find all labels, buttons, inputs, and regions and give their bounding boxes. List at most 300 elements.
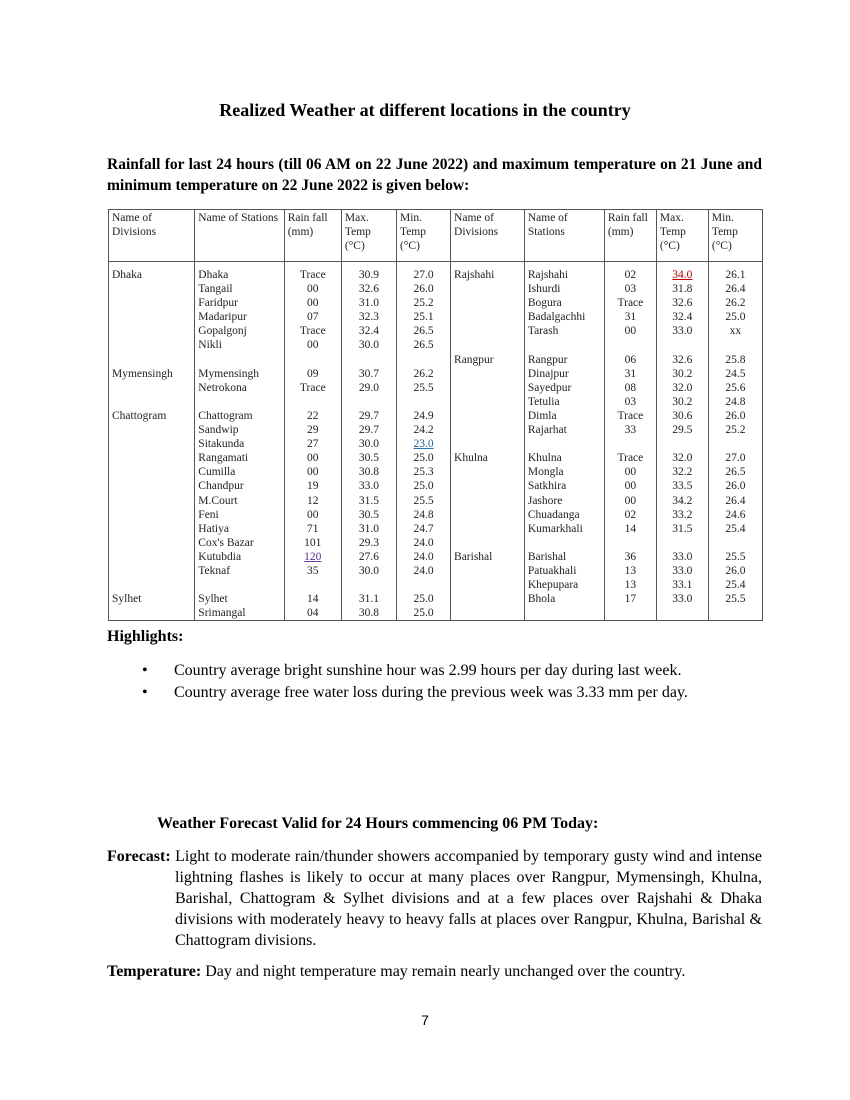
table-row <box>109 338 763 352</box>
table-cell <box>451 479 525 493</box>
table-cell: 33.0 <box>656 550 708 564</box>
table-cell <box>109 564 195 578</box>
table-cell <box>451 367 525 381</box>
highlight-item: • Country average bright sunshine hour was 2.99 hours per day during last week. <box>140 660 780 682</box>
table-cell: 25.3 <box>396 465 450 479</box>
table-cell: 29.0 <box>341 381 396 395</box>
table-cell <box>284 578 341 592</box>
table-cell: Rangpur <box>451 353 525 367</box>
table-row <box>109 451 763 465</box>
table-cell: 30.6 <box>656 409 708 423</box>
table-cell: 33.5 <box>656 479 708 493</box>
table-cell: Mongla <box>524 465 604 479</box>
table-cell: 25.5 <box>708 592 762 606</box>
table-cell: Badalgachhi <box>524 310 604 324</box>
table-cell: 34.0 <box>656 268 708 282</box>
table-row <box>109 409 763 423</box>
table-row <box>109 592 763 606</box>
table-cell: Tarash <box>524 324 604 338</box>
table-cell <box>451 282 525 296</box>
table-cell: 24.0 <box>396 550 450 564</box>
table-cell <box>604 338 656 352</box>
table-cell <box>451 494 525 508</box>
table-cell <box>451 536 525 550</box>
table-cell: 23.0 <box>396 437 450 451</box>
forecast-label: Forecast: <box>107 848 171 865</box>
table-cell: 24.9 <box>396 409 450 423</box>
table-cell <box>451 578 525 592</box>
table-cell: 02 <box>604 508 656 522</box>
table-cell: 26.5 <box>708 465 762 479</box>
table-row <box>109 522 763 536</box>
table-cell: Sandwip <box>195 423 284 437</box>
table-cell: 14 <box>604 522 656 536</box>
table-cell: Dhaka <box>195 268 284 282</box>
table-cell: 30.0 <box>341 338 396 352</box>
header-cell: Name of Divisions <box>451 210 525 262</box>
table-cell <box>708 536 762 550</box>
table-cell: Chattogram <box>195 409 284 423</box>
table-cell: Dimla <box>524 409 604 423</box>
table-cell: 30.0 <box>341 564 396 578</box>
table-cell <box>396 353 450 367</box>
table-cell: 25.0 <box>396 606 450 621</box>
table-cell: 13 <box>604 578 656 592</box>
table-cell: Feni <box>195 508 284 522</box>
table-cell: 24.7 <box>396 522 450 536</box>
table-cell: Rajshahi <box>451 268 525 282</box>
table-cell: 12 <box>284 494 341 508</box>
table-row <box>109 465 763 479</box>
table-cell: Khepupara <box>524 578 604 592</box>
table-cell <box>341 395 396 409</box>
table-cell <box>109 437 195 451</box>
table-cell: 26.4 <box>708 494 762 508</box>
table-cell <box>341 578 396 592</box>
table-cell: 31 <box>604 310 656 324</box>
table-cell: 30.0 <box>341 437 396 451</box>
table-cell <box>451 324 525 338</box>
table-row <box>109 606 763 621</box>
table-cell <box>109 606 195 621</box>
table-cell: 32.0 <box>656 451 708 465</box>
table-cell: Sylhet <box>109 592 195 606</box>
table-cell <box>604 536 656 550</box>
table-cell: 25.5 <box>396 381 450 395</box>
table-cell <box>604 606 656 621</box>
table-cell: Khulna <box>451 451 525 465</box>
table-row <box>109 536 763 550</box>
table-cell: 13 <box>604 564 656 578</box>
header-cell: Name of Divisions <box>109 210 195 262</box>
table-cell: Satkhira <box>524 479 604 493</box>
table-cell: 00 <box>284 296 341 310</box>
table-cell: 24.8 <box>708 395 762 409</box>
table-cell <box>396 578 450 592</box>
table-cell: Rangamati <box>195 451 284 465</box>
table-cell: 31.8 <box>656 282 708 296</box>
highlights-list <box>140 660 780 704</box>
table-cell <box>109 423 195 437</box>
table-cell <box>195 578 284 592</box>
page-title: Realized Weather at different locations in the country <box>219 100 631 120</box>
table-cell: 31.0 <box>341 296 396 310</box>
table-cell <box>109 338 195 352</box>
table-cell <box>109 479 195 493</box>
header-cell: Rain fall (mm) <box>284 210 341 262</box>
table-cell: Chuadanga <box>524 508 604 522</box>
table-row <box>109 395 763 409</box>
table-cell: Trace <box>604 409 656 423</box>
table-cell: Barishal <box>524 550 604 564</box>
table-cell: 33.0 <box>656 324 708 338</box>
table-cell: Srimangal <box>195 606 284 621</box>
table-cell: 24.2 <box>396 423 450 437</box>
table-cell: 00 <box>284 451 341 465</box>
table-cell: Trace <box>284 268 341 282</box>
table-row <box>109 296 763 310</box>
table-cell: 25.8 <box>708 353 762 367</box>
table-cell <box>451 409 525 423</box>
table-cell: Trace <box>604 451 656 465</box>
table-cell <box>109 494 195 508</box>
temperature-label: Temperature: <box>107 963 202 980</box>
table-cell: Mymensingh <box>109 367 195 381</box>
table-row <box>109 282 763 296</box>
table-cell <box>656 437 708 451</box>
table-cell: 35 <box>284 564 341 578</box>
table-cell: 14 <box>284 592 341 606</box>
table-cell: 00 <box>284 338 341 352</box>
table-cell: 25.4 <box>708 522 762 536</box>
table-cell: 29 <box>284 423 341 437</box>
table-cell: 33 <box>604 423 656 437</box>
table-cell: 24.0 <box>396 564 450 578</box>
table-cell: 27.0 <box>396 268 450 282</box>
table-cell: Gopalgonj <box>195 324 284 338</box>
table-row <box>109 508 763 522</box>
table-cell: 02 <box>604 268 656 282</box>
table-cell: Faridpur <box>195 296 284 310</box>
table-cell: Tangail <box>195 282 284 296</box>
table-cell: 25.1 <box>396 310 450 324</box>
table-body <box>109 262 763 621</box>
table-cell: 26.0 <box>708 564 762 578</box>
table-cell: 33.2 <box>656 508 708 522</box>
table-cell <box>524 338 604 352</box>
table-cell <box>109 381 195 395</box>
table-cell: 25.0 <box>396 479 450 493</box>
table-cell <box>109 578 195 592</box>
table-cell <box>708 606 762 621</box>
table-cell <box>109 296 195 310</box>
table-cell: Chandpur <box>195 479 284 493</box>
table-cell: 26.0 <box>708 409 762 423</box>
table-cell <box>396 395 450 409</box>
forecast-text: Light to moderate rain/thunder showers accompanied by temporary gusty wind and intense lightning flashes is likely to occur at many places over Rangpur, Mymensingh, Khulna, Barishal, Chattogram & Sylhet divisions and at a few places over Rajshahi & Dhaka divisions with moderately heavy to heavy falls at places over Rangpur, Khulna, Barishal & Chattogram divisions. <box>175 848 762 949</box>
table-cell: Trace <box>284 381 341 395</box>
table-cell: 120 <box>284 550 341 564</box>
table-cell: Chattogram <box>109 409 195 423</box>
table-cell <box>604 437 656 451</box>
table-cell: 33.1 <box>656 578 708 592</box>
table-cell: 24.6 <box>708 508 762 522</box>
table-cell <box>451 564 525 578</box>
table-cell: Rangpur <box>524 353 604 367</box>
table-cell: 31.1 <box>341 592 396 606</box>
table-cell: 06 <box>604 353 656 367</box>
table-cell: 26.2 <box>396 367 450 381</box>
table-cell <box>109 282 195 296</box>
table-cell: 26.1 <box>708 268 762 282</box>
table-cell <box>284 353 341 367</box>
table-cell: 30.8 <box>341 606 396 621</box>
table-cell <box>341 353 396 367</box>
table-cell: Jashore <box>524 494 604 508</box>
table-cell: 32.4 <box>341 324 396 338</box>
table-cell: 36 <box>604 550 656 564</box>
table-cell: Barishal <box>451 550 525 564</box>
table-row <box>109 550 763 564</box>
table-row <box>109 367 763 381</box>
table-cell <box>708 437 762 451</box>
table-cell <box>524 437 604 451</box>
table-cell: 30.2 <box>656 367 708 381</box>
header-cell: Rain fall (mm) <box>604 210 656 262</box>
table-cell: 00 <box>284 508 341 522</box>
table-row <box>109 381 763 395</box>
intro-paragraph: Rainfall for last 24 hours (till 06 AM on 22 June 2022) and maximum temperature on 21 June and minimum temperature on 22 June 2022 is given below: <box>107 156 762 194</box>
table-cell <box>195 395 284 409</box>
table-cell: 31 <box>604 367 656 381</box>
table-cell <box>451 465 525 479</box>
table-row <box>109 353 763 367</box>
table-cell: Khulna <box>524 451 604 465</box>
table-cell: 00 <box>604 324 656 338</box>
table-cell: 03 <box>604 395 656 409</box>
header-cell: Name of Stations <box>524 210 604 262</box>
forecast-title: Weather Forecast Valid for 24 Hours commencing 06 PM Today: <box>157 815 599 832</box>
table-cell <box>451 296 525 310</box>
table-cell: 33.0 <box>656 592 708 606</box>
table-cell: 08 <box>604 381 656 395</box>
table-cell: 32.0 <box>656 381 708 395</box>
table-cell: 30.8 <box>341 465 396 479</box>
table-cell: Cumilla <box>195 465 284 479</box>
table-cell <box>109 550 195 564</box>
table-cell: 19 <box>284 479 341 493</box>
highlight-item: • Country average free water loss during the previous week was 3.33 mm per day. <box>140 682 780 704</box>
table-cell: 31.0 <box>341 522 396 536</box>
table-cell: 26.4 <box>708 282 762 296</box>
table-row <box>109 479 763 493</box>
table-cell: 33.0 <box>341 479 396 493</box>
table-cell: 25.0 <box>396 592 450 606</box>
table-cell: 26.0 <box>708 479 762 493</box>
header-cell: Name of Stations <box>195 210 284 262</box>
header-cell: Max. Temp (°C) <box>656 210 708 262</box>
table-cell: 32.6 <box>656 296 708 310</box>
table-cell <box>656 606 708 621</box>
table-cell: 00 <box>284 282 341 296</box>
table-cell: 34.2 <box>656 494 708 508</box>
table-cell: 30.9 <box>341 268 396 282</box>
table-cell: Bhola <box>524 592 604 606</box>
table-cell: Netrokona <box>195 381 284 395</box>
table-cell: Trace <box>284 324 341 338</box>
table-cell: 71 <box>284 522 341 536</box>
table-cell <box>451 437 525 451</box>
table-row <box>109 564 763 578</box>
table-cell: 32.6 <box>341 282 396 296</box>
table-cell: 00 <box>284 465 341 479</box>
table-cell: Sylhet <box>195 592 284 606</box>
table-row <box>109 494 763 508</box>
table-cell: 00 <box>604 494 656 508</box>
table-cell <box>109 522 195 536</box>
table-cell: Kutubdia <box>195 550 284 564</box>
table-cell: 27.6 <box>341 550 396 564</box>
table-cell: 03 <box>604 282 656 296</box>
table-cell: Teknaf <box>195 564 284 578</box>
table-cell: 07 <box>284 310 341 324</box>
table-cell: 101 <box>284 536 341 550</box>
table-cell: 30.5 <box>341 508 396 522</box>
table-cell: Trace <box>604 296 656 310</box>
table-cell: 29.7 <box>341 409 396 423</box>
table-cell: 25.5 <box>396 494 450 508</box>
table-cell: 04 <box>284 606 341 621</box>
table-cell: 25.5 <box>708 550 762 564</box>
table-cell: 09 <box>284 367 341 381</box>
table-cell: 32.2 <box>656 465 708 479</box>
table-cell: 32.3 <box>341 310 396 324</box>
table-cell: Ishurdi <box>524 282 604 296</box>
table-cell: Dinajpur <box>524 367 604 381</box>
table-cell: 25.6 <box>708 381 762 395</box>
highlights-heading: Highlights: <box>107 628 184 645</box>
table-cell: 25.0 <box>708 310 762 324</box>
table-cell: Tetulia <box>524 395 604 409</box>
table-cell: 25.2 <box>708 423 762 437</box>
table-cell: 26.5 <box>396 338 450 352</box>
table-cell <box>451 395 525 409</box>
table-cell: Sayedpur <box>524 381 604 395</box>
table-cell: 31.5 <box>341 494 396 508</box>
table-cell <box>451 423 525 437</box>
table-cell: 00 <box>604 465 656 479</box>
header-cell: Min. Temp (°C) <box>396 210 450 262</box>
table-cell: 32.6 <box>656 353 708 367</box>
forecast-paragraph <box>107 846 762 951</box>
table-cell <box>451 381 525 395</box>
table-cell: Mymensingh <box>195 367 284 381</box>
table-cell <box>524 536 604 550</box>
table-cell: 30.2 <box>656 395 708 409</box>
table-cell <box>284 395 341 409</box>
table-cell: Dhaka <box>109 268 195 282</box>
table-cell: 24.8 <box>396 508 450 522</box>
table-cell: Kumarkhali <box>524 522 604 536</box>
table-row <box>109 324 763 338</box>
table-cell <box>524 606 604 621</box>
table-cell <box>109 508 195 522</box>
table-cell: 26.2 <box>708 296 762 310</box>
weather-table <box>108 209 763 621</box>
table-cell: Cox's Bazar <box>195 536 284 550</box>
table-cell: 22 <box>284 409 341 423</box>
table-cell <box>109 536 195 550</box>
temperature-paragraph <box>107 961 762 982</box>
table-cell: 00 <box>604 479 656 493</box>
table-cell <box>109 310 195 324</box>
table-cell <box>109 465 195 479</box>
table-cell: 27.0 <box>708 451 762 465</box>
table-cell: 17 <box>604 592 656 606</box>
table-cell: 26.0 <box>396 282 450 296</box>
table-cell: Sitakunda <box>195 437 284 451</box>
table-cell: 31.5 <box>656 522 708 536</box>
table-cell: xx <box>708 324 762 338</box>
table-cell: 24.0 <box>396 536 450 550</box>
table-cell <box>451 522 525 536</box>
table-cell: 26.5 <box>396 324 450 338</box>
table-cell: 30.7 <box>341 367 396 381</box>
table-cell <box>109 324 195 338</box>
page-number: 7 <box>421 1012 429 1028</box>
table-cell <box>451 310 525 324</box>
table-cell: Patuakhali <box>524 564 604 578</box>
table-cell: 29.5 <box>656 423 708 437</box>
table-cell: 25.2 <box>396 296 450 310</box>
table-cell <box>109 451 195 465</box>
table-row <box>109 310 763 324</box>
table-cell <box>708 338 762 352</box>
table-cell: 32.4 <box>656 310 708 324</box>
temperature-text: Day and night temperature may remain nearly unchanged over the country. <box>205 963 686 980</box>
table-cell <box>656 536 708 550</box>
header-cell: Max. Temp (°C) <box>341 210 396 262</box>
table-cell <box>195 353 284 367</box>
table-cell <box>451 592 525 606</box>
table-header-row <box>109 210 763 262</box>
table-cell: Nikli <box>195 338 284 352</box>
table-cell: 30.5 <box>341 451 396 465</box>
table-row <box>109 578 763 592</box>
table-cell: Rajshahi <box>524 268 604 282</box>
header-cell: Min. Temp (°C) <box>708 210 762 262</box>
table-cell: M.Court <box>195 494 284 508</box>
table-cell: 33.0 <box>656 564 708 578</box>
table-cell: 27 <box>284 437 341 451</box>
table-cell <box>109 353 195 367</box>
table-cell: 29.7 <box>341 423 396 437</box>
table-cell: 25.4 <box>708 578 762 592</box>
table-cell <box>451 606 525 621</box>
table-row <box>109 437 763 451</box>
table-cell <box>451 508 525 522</box>
table-cell <box>109 395 195 409</box>
table-cell: 25.0 <box>396 451 450 465</box>
table-cell: Bogura <box>524 296 604 310</box>
table-cell <box>451 338 525 352</box>
table-cell: Rajarhat <box>524 423 604 437</box>
table-cell: Hatiya <box>195 522 284 536</box>
table-cell: 29.3 <box>341 536 396 550</box>
table-cell: 24.5 <box>708 367 762 381</box>
table-cell <box>656 338 708 352</box>
table-row <box>109 423 763 437</box>
